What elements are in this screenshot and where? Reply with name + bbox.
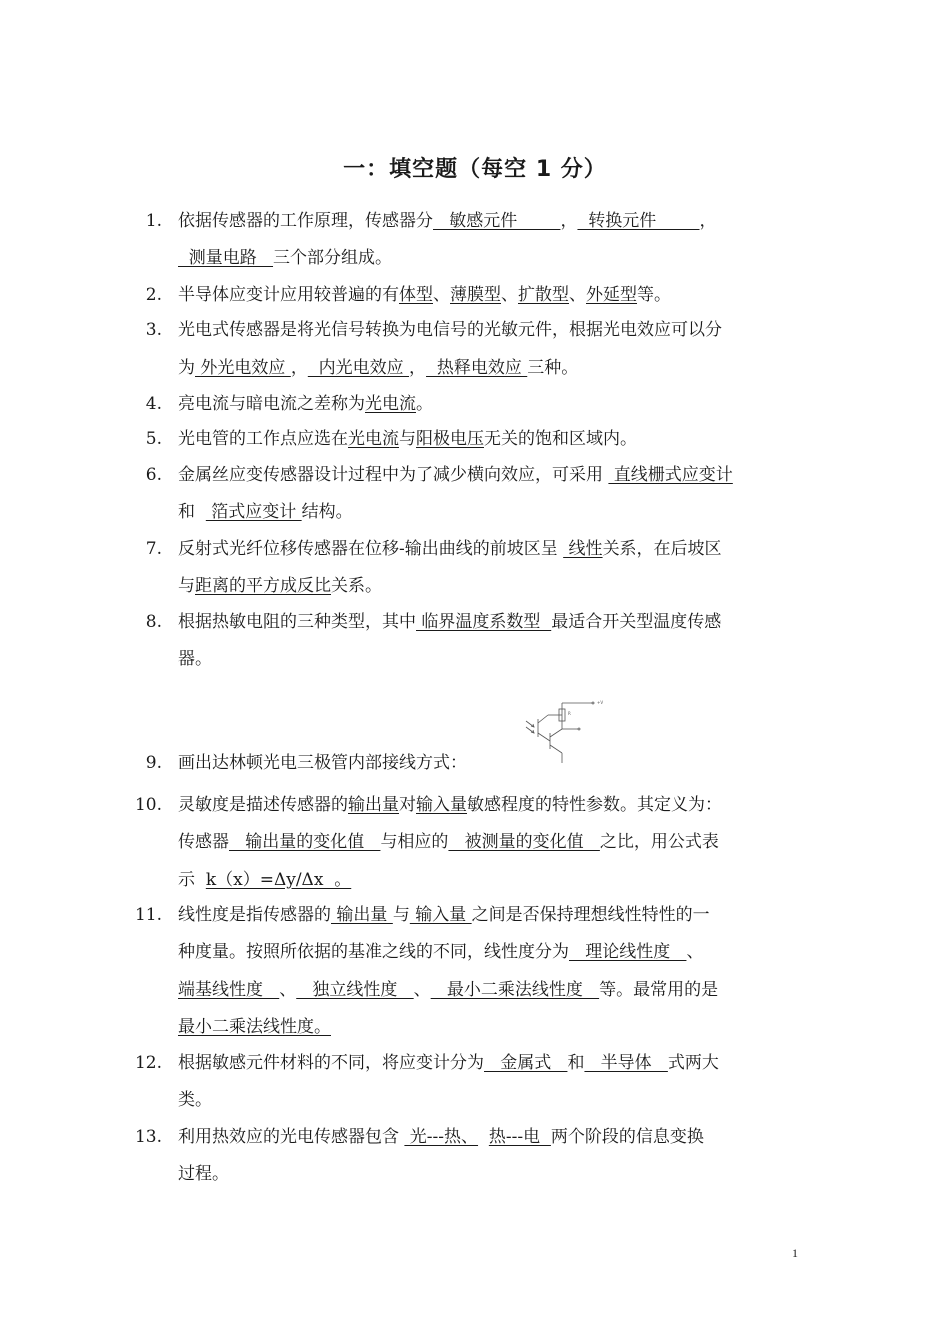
- answer-blank: 热释电效应: [426, 358, 528, 378]
- question-text: 、: [433, 285, 450, 305]
- answer-blank: 被测量的变化值: [448, 832, 600, 852]
- answer-blank: 箔式应变计: [205, 502, 302, 522]
- question-text: 种度量。按照所依据的基准之线的不同，线性度分为: [178, 942, 569, 962]
- question-text: 金属丝应变传感器设计过程中为了减少横向效应，可采用: [178, 465, 609, 485]
- question-text: 两个阶段的信息变换: [550, 1127, 704, 1147]
- question-line: [178, 318, 722, 342]
- question-text: 无关的饱和区域内。: [484, 429, 637, 449]
- question-text: 灵敏度是描述传感器的: [178, 795, 348, 815]
- answer-blank: 外光电效应: [195, 358, 291, 378]
- question-number: 6.: [145, 465, 162, 485]
- question-text: 三个部分组成。: [273, 248, 393, 268]
- question-text: 关系，在后坡区: [602, 539, 722, 559]
- question-text: 根据热敏电阻的三种类型，其中: [178, 612, 416, 632]
- answer-blank: 最小二乘法线性度。: [178, 1017, 331, 1037]
- question-text: 三种。: [527, 358, 579, 378]
- svg-text:+V: +V: [597, 700, 604, 705]
- question-number: 2.: [145, 285, 162, 305]
- answer-blank: 测量电路: [178, 248, 274, 268]
- question-number: 4.: [145, 394, 162, 414]
- question-number: 5.: [145, 429, 162, 449]
- answer-blank: 光---热、: [404, 1127, 479, 1147]
- question-text: 、: [413, 980, 431, 1000]
- question-text: 、: [501, 285, 518, 305]
- answer-blank: 扩散型: [518, 285, 569, 305]
- question-text: 对: [399, 795, 416, 815]
- question-number: 3.: [145, 320, 162, 340]
- question-text: 与: [399, 429, 416, 449]
- answer-blank: k（x）=Δy/Δx 。: [205, 870, 352, 890]
- question-line: [178, 751, 467, 775]
- question-text: 类。: [178, 1090, 212, 1110]
- question-text: ，: [560, 211, 578, 231]
- answer-blank: 光电流: [348, 429, 399, 449]
- question-line: [178, 574, 382, 598]
- question-number: 7.: [145, 539, 162, 559]
- question-text: 画出达林顿光电三极管内部接线方式：: [178, 753, 467, 773]
- question-text: 光电管的工作点应选在: [178, 429, 348, 449]
- answer-blank: 转换元件: [577, 211, 700, 231]
- question-line: [178, 868, 351, 892]
- question-number: 8.: [145, 612, 162, 632]
- question-line: [178, 246, 392, 270]
- question-text: 等。: [637, 285, 671, 305]
- question-line: [178, 610, 721, 634]
- question-line: [178, 392, 433, 416]
- question-text: 和: [178, 502, 206, 522]
- question-text: 与: [392, 905, 410, 925]
- answer-blank: 热---电: [488, 1127, 551, 1147]
- question-text: 。: [416, 394, 433, 414]
- question-line: [178, 1162, 229, 1186]
- question-text: 、: [686, 942, 704, 962]
- question-text: 之间是否保持理想线性特性的一: [471, 905, 710, 925]
- question-line: [178, 463, 733, 487]
- answer-blank: 输入量: [416, 795, 467, 815]
- question-line: [178, 1088, 212, 1112]
- svg-text:R: R: [568, 711, 571, 716]
- question-text: 反射式光纤位移传感器在位移-输出曲线的前坡区呈: [178, 539, 564, 559]
- page-number: 1: [792, 1246, 798, 1260]
- question-text: 之比，用公式表: [599, 832, 719, 852]
- question-line: [178, 1015, 331, 1039]
- question-text: 根据敏感元件材料的不同，将应变计分为: [178, 1053, 484, 1073]
- question-line: [178, 1125, 704, 1149]
- question-text: ，: [409, 358, 427, 378]
- question-text: 敏感程度的特性参数。其定义为：: [467, 795, 722, 815]
- question-line: [178, 1051, 719, 1075]
- darlington-phototransistor-diagram: [522, 695, 616, 765]
- question-line: [178, 427, 637, 451]
- question-line: [178, 500, 353, 524]
- question-text: 利用热效应的光电传感器包含: [178, 1127, 405, 1147]
- question-number: 9.: [145, 753, 162, 773]
- question-text: 关系。: [331, 576, 382, 596]
- answer-blank: 距离的平方成反比: [195, 576, 331, 596]
- question-line: [178, 830, 719, 854]
- question-line: [178, 903, 710, 927]
- question-number: 12.: [134, 1053, 162, 1073]
- question-text: 传感器: [178, 832, 229, 852]
- answer-blank: 体型: [399, 285, 433, 305]
- question-text: 器。: [178, 649, 212, 669]
- answer-blank: 输出量: [348, 795, 399, 815]
- question-number: 1.: [145, 211, 162, 231]
- question-text: 等。最常用的是: [599, 980, 719, 1000]
- question-line: [178, 647, 212, 671]
- question-text: 半导体应变计应用较普遍的有: [178, 285, 399, 305]
- question-text: 线性度是指传感器的: [178, 905, 331, 925]
- question-line: [178, 978, 718, 1002]
- question-text: 光电式传感器是将光信号转换为电信号的光敏元件，根据光电效应可以分: [178, 320, 722, 340]
- question-text: 示: [178, 870, 206, 890]
- question-text: 、: [279, 980, 297, 1000]
- question-number: 10.: [134, 795, 162, 815]
- section-title: 一：填空题（每空 1 分）: [343, 157, 607, 182]
- question-number: 11.: [134, 905, 162, 925]
- answer-blank: 薄膜型: [450, 285, 501, 305]
- question-text: 与相应的: [380, 832, 449, 852]
- answer-blank: 输出量: [331, 905, 393, 925]
- question-number: 13.: [134, 1127, 162, 1147]
- answer-blank: 理论线性度: [569, 942, 687, 962]
- answer-blank: 最小二乘法线性度: [430, 980, 600, 1000]
- answer-blank: 内光电效应: [307, 358, 410, 378]
- answer-blank: 阳极电压: [416, 429, 484, 449]
- question-text: 依据传感器的工作原理，传感器分: [178, 211, 433, 231]
- question-text: 和: [567, 1053, 585, 1073]
- question-text: 为: [178, 358, 195, 378]
- question-line: [178, 283, 671, 307]
- answer-blank: 直线栅式应变计: [608, 465, 733, 485]
- question-text: 、: [569, 285, 586, 305]
- question-line: [178, 793, 722, 817]
- question-text: ，: [699, 211, 717, 231]
- answer-blank: 半导体: [584, 1053, 668, 1073]
- question-text: 最适合开关型温度传感: [551, 612, 722, 632]
- answer-blank: 独立线性度: [296, 980, 414, 1000]
- answer-blank: 光电流: [365, 394, 416, 414]
- question-line: [178, 940, 703, 964]
- question-text: ，: [290, 358, 308, 378]
- question-text: 过程。: [178, 1164, 229, 1184]
- answer-blank: 输出量的变化值: [229, 832, 381, 852]
- answer-blank: 敏感元件: [433, 211, 561, 231]
- answer-blank: 外延型: [586, 285, 637, 305]
- answer-blank: 线性: [563, 539, 603, 559]
- answer-blank: 端基线性度: [178, 980, 280, 1000]
- question-line: [178, 537, 722, 561]
- question-text: 结构。: [301, 502, 353, 522]
- question-line: [178, 356, 578, 380]
- question-text: [478, 1127, 489, 1147]
- answer-blank: 输入量: [409, 905, 472, 925]
- question-line: [178, 209, 717, 233]
- answer-blank: 临界温度系数型: [416, 612, 552, 632]
- question-text: 亮电流与暗电流之差称为: [178, 394, 365, 414]
- question-text: 与: [178, 576, 195, 596]
- question-text: 式两大: [667, 1053, 719, 1073]
- answer-blank: 金属式: [484, 1053, 568, 1073]
